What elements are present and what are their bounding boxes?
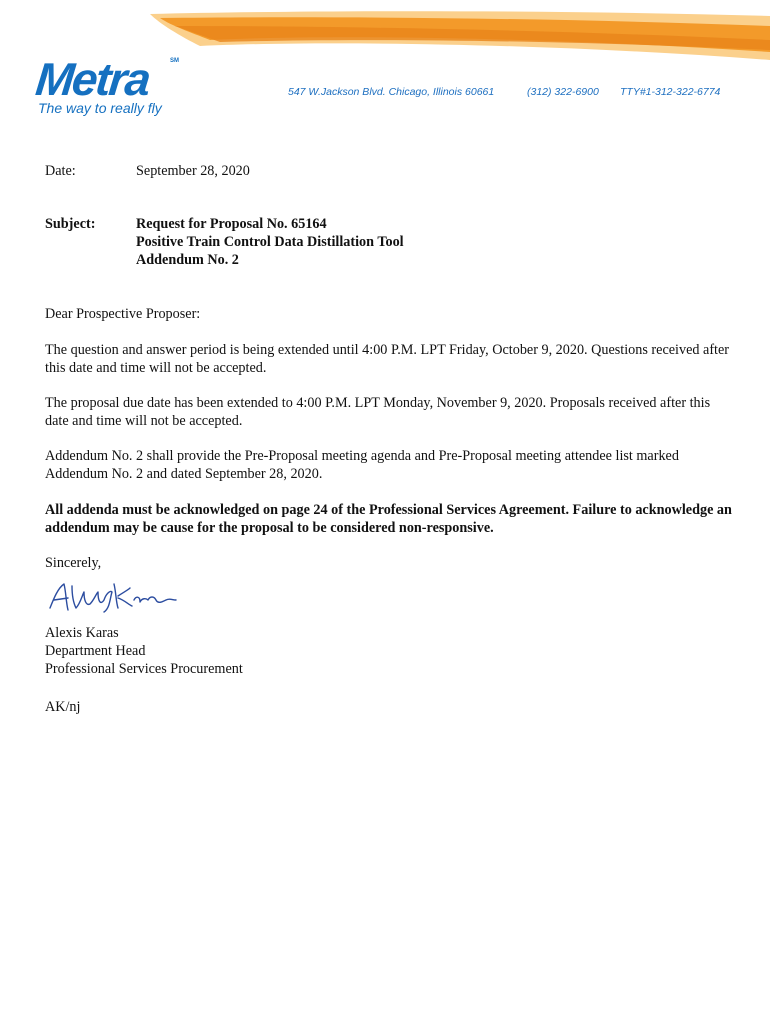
signature-block — [45, 624, 243, 678]
paragraph-due-date-extension: The proposal due date has been extended to 4:00 P.M. LPT Monday, November 9, 2020. Proposals received after this date and time will not be accepted. — [45, 395, 711, 429]
subject-line-title: Positive Train Control Data Distillation Tool — [136, 234, 404, 250]
subject-label: Subject: — [45, 216, 96, 232]
letterhead-address: 547 W.Jackson Blvd. Chicago, Illinois 60661 — [288, 86, 495, 98]
date-value: September 28, 2020 — [136, 163, 250, 179]
subject-line-rfp: Request for Proposal No. 65164 — [136, 216, 327, 232]
acknowledgement-notice: All addenda must be acknowledged on page 24 of the Professional Services Agreement. Failure to acknowledge an addendum may be cause for the proposal to be considered non-responsive. — [45, 502, 732, 536]
date-label: Date: — [45, 163, 76, 179]
signer-name: Alexis Karas — [45, 625, 119, 641]
metra-logo — [33, 53, 226, 122]
typist-initials: AK/nj — [45, 699, 81, 715]
subject-line-addendum: Addendum No. 2 — [136, 252, 239, 268]
letterhead — [0, 0, 770, 130]
logo-service-mark: SM — [170, 58, 179, 64]
letterhead-phone: (312) 322-6900 — [527, 86, 599, 98]
handwritten-signature — [44, 578, 180, 618]
logo-tagline: The way to really fly — [38, 100, 162, 116]
closing: Sincerely, — [45, 555, 102, 571]
logo-wordmark: Metra — [33, 53, 152, 105]
paragraph-addendum-contents: Addendum No. 2 shall provide the Pre-Proposal meeting agenda and Pre-Proposal meeting attendee list marked Addendum No. 2 and dated September 28, 2020. — [45, 448, 679, 482]
salutation: Dear Prospective Proposer: — [45, 306, 201, 322]
subject-lines — [136, 215, 404, 269]
signer-title: Department Head — [45, 643, 146, 659]
paragraph-qa-extension: The question and answer period is being extended until 4:00 P.M. LPT Friday, October 9, 2020. Questions received after this date and time will not be accepted. — [45, 342, 730, 376]
signer-department: Professional Services Procurement — [45, 661, 243, 677]
letterhead-tty: TTY#1-312-322-6774 — [620, 86, 721, 98]
